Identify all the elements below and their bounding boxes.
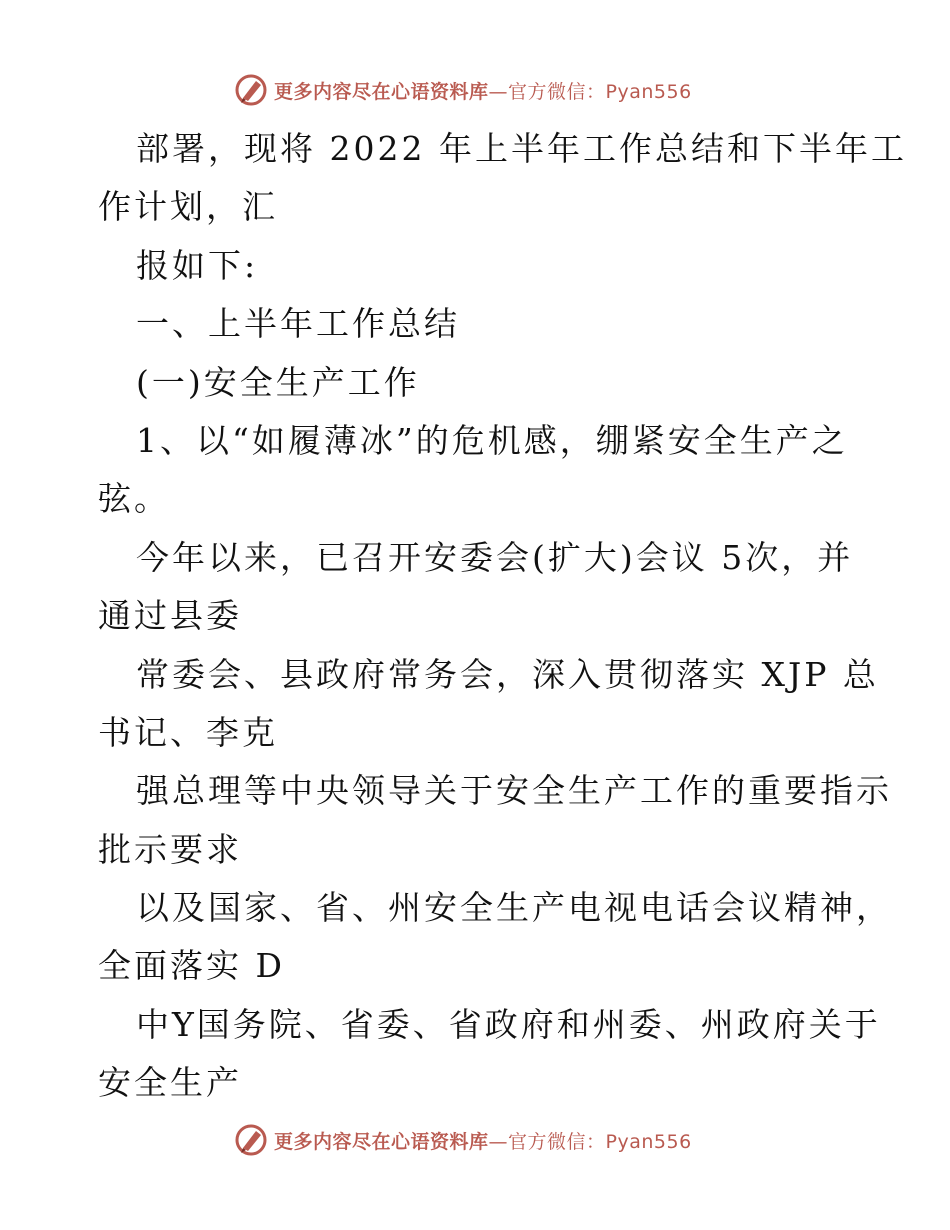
footer-banner [0, 1120, 950, 1160]
document-body [98, 120, 907, 1113]
header-banner-wechat: 官方微信：Pyan556 [508, 80, 692, 103]
header-banner-content [234, 70, 692, 110]
footer-banner-separator: — [488, 1130, 509, 1153]
paragraph-line: 中Y国务院、省委、省政府和州委、州政府关于 [136, 1004, 881, 1044]
paragraph-line: 1、以“如履薄冰”的危机感，绷紧安全生产之 [136, 420, 848, 460]
paragraph-line: 部署，现将 2022 年上半年工作总结和下半年工 [136, 129, 907, 168]
footer-banner-text [274, 1127, 692, 1154]
section-heading: 一、上半年工作总结 [136, 304, 460, 344]
subsection-heading: (一)安全生产工作 [136, 362, 420, 402]
paragraph-line: 弦。 [98, 479, 170, 519]
paragraph-line: 报如下: [136, 245, 259, 285]
paragraph-line: 全面落实 D [98, 946, 285, 986]
pen-logo-icon [234, 73, 268, 107]
footer-banner-site: 更多内容尽在心语资料库 [274, 1130, 489, 1153]
paragraph-line: 今年以来，已召开安委会(扩大)会议 5次，并 [136, 537, 854, 577]
paragraph-line: 常委会、县政府常务会，深入贯彻落实 XJP 总 [136, 654, 879, 694]
header-banner [0, 70, 950, 110]
header-banner-separator: — [488, 80, 509, 103]
header-banner-site: 更多内容尽在心语资料库 [274, 80, 489, 103]
paragraph-line: 通过县委 [98, 596, 242, 636]
footer-banner-content [234, 1120, 692, 1160]
paragraph-line: 安全生产 [98, 1063, 242, 1103]
paragraph-line: 以及国家、省、州安全生产电视电话会议精神， [136, 888, 892, 928]
pen-logo-icon [234, 1123, 268, 1157]
header-banner-text [274, 77, 692, 104]
paragraph-line: 书记、李克 [98, 712, 278, 752]
footer-banner-wechat: 官方微信：Pyan556 [508, 1130, 692, 1153]
paragraph-line: 作计划，汇 [98, 187, 278, 227]
paragraph-line: 强总理等中央领导关于安全生产工作的重要指示 [136, 771, 892, 811]
paragraph-line: 批示要求 [98, 829, 242, 869]
